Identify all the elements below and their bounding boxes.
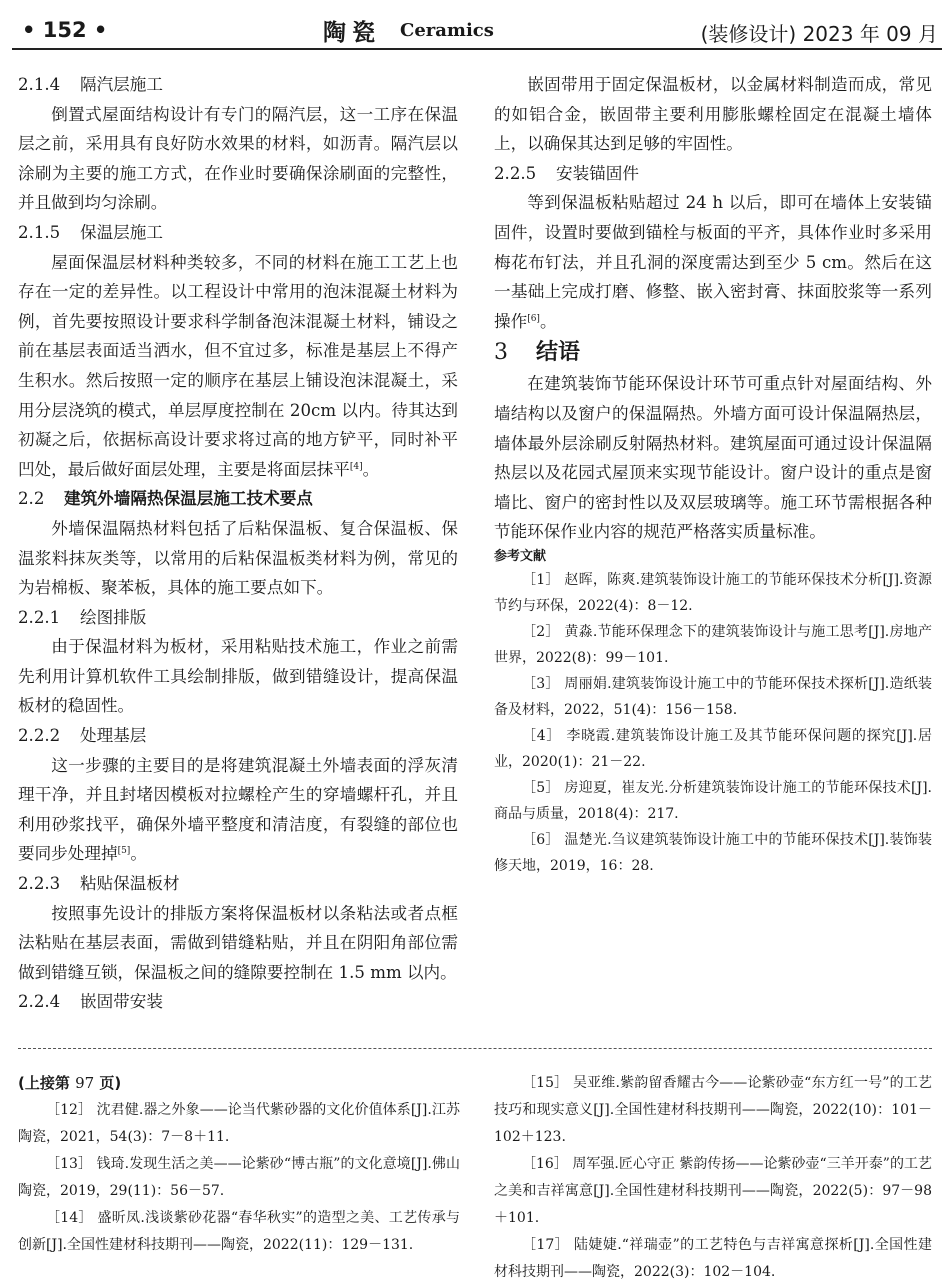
reference-item: ［17］ 陆婕婕.“祥瑞壶”的工艺特色与吉祥寓意探析[J].全国性建材科技期刊——陶瓷，2022(3)：102－104. bbox=[494, 1237, 932, 1280]
heading-2-2-1: 2.2.1 绘图排版 bbox=[18, 607, 147, 627]
issue-info: (装修设计) 2023 年 09 月 bbox=[700, 22, 938, 46]
page-header bbox=[0, 0, 950, 50]
citation: [5] bbox=[117, 846, 131, 857]
paragraph: 嵌固带用于固定保温板材，以金属材料制造而成，常见的如铝合金，嵌固带主要利用膨胀螺栓固定在混凝土墙体上，以确保其达到足够的牢固性。 bbox=[494, 75, 932, 154]
reference-list bbox=[494, 567, 932, 879]
reference-item: ［5］ 房迎夏，崔友光.分析建筑装饰设计施工的节能环保技术[J].商品与质量，2018(4)：217. bbox=[494, 779, 932, 822]
reference-item: ［15］ 吴亚维.紫韵留香耀古今——论紫砂壶“东方红一号”的工艺技巧和现实意义[J].全国性建材科技期刊——陶瓷，2022(10)：101－102＋123. bbox=[494, 1075, 932, 1145]
heading-2-2-4: 2.2.4 嵌固带安装 bbox=[18, 992, 163, 1012]
paragraph: 在建筑装饰节能环保设计环节可重点针对屋面结构、外墙结构以及窗户的保温隔热。外墙方面可设计保温隔热层，墙体最外层涂刷反射隔热材料。建筑屋面可通过设计保温隔热层以及花园式屋顶来实现节能设计。窗户设计的重点是窗墙比、窗户的密封性以及双层玻璃等。施工环节需根据各种节能环保作业内容的规范严格落实质量标准。 bbox=[494, 374, 932, 542]
paragraph: 倒置式屋面结构设计有专门的隔汽层，这一工序在保温层之前，采用具有良好防水效果的材料，如沥青。隔汽层以涂刷为主要的施工方式，在作业时要确保涂刷面的完整性，并且做到均匀涂刷。 bbox=[18, 104, 458, 213]
header-rule bbox=[12, 48, 942, 50]
journal-name-en: Ceramics bbox=[400, 20, 494, 41]
reference-item: ［12］ 沈君健.器之外象——论当代紫砂器的文化价值体系[J].江苏陶瓷，2021，54(3)：7－8＋11. bbox=[18, 1102, 460, 1145]
reference-item: ［1］ 赵晖，陈爽.建筑装饰设计施工的节能环保技术分析[J].资源节约与环保，2022(4)：8－12. bbox=[494, 571, 932, 614]
reference-item: ［14］ 盛昕凤.浅谈紫砂花器“春华秋实”的造型之美、工艺传承与创新[J].全国性建材科技期刊——陶瓷，2022(11)：129－131. bbox=[18, 1210, 460, 1253]
left-column bbox=[18, 70, 458, 1017]
continued-from-label: (上接第 97 页) bbox=[18, 1074, 122, 1092]
reference-item: ［16］ 周军强.匠心守正 紫韵传扬——论紫砂壶“三羊开泰”的工艺之美和吉祥寓意[J].全国性建材科技期刊——陶瓷，2022(5)：97－98＋101. bbox=[494, 1156, 932, 1226]
heading-2-2-2: 2.2.2 处理基层 bbox=[18, 726, 147, 746]
reference-item: ［6］ 温楚光.刍议建筑装饰设计施工中的节能环保技术[J].装饰装修天地，2019，16：28. bbox=[494, 831, 932, 874]
heading-2-2: 2.2 建筑外墙隔热保温层施工技术要点 bbox=[18, 488, 313, 509]
heading-2-2-5: 2.2.5 安装锚固件 bbox=[494, 163, 639, 183]
heading-2-1-5: 2.1.5 保温层施工 bbox=[18, 222, 163, 242]
page-number: • 152 • bbox=[22, 18, 108, 42]
paragraph: 按照事先设计的排版方案将保温板材以条粘法或者点框法粘贴在基层表面，需做到错缝粘贴，并且在阴阳角部位需做到错缝互锁，保温板之间的缝隙要控制在 1.5 mm 以内。 bbox=[18, 903, 458, 982]
paragraph: 外墙保温隔热材料包括了后粘保温板、复合保温板、保温浆料抹灰类等，以常用的后粘保温板类材料为例，常见的为岩棉板、聚苯板，具体的施工要点如下。 bbox=[18, 518, 458, 598]
citation: [4] bbox=[349, 461, 363, 472]
heading-3-conclusion: 3 结语 bbox=[494, 339, 581, 366]
section-divider bbox=[18, 1048, 932, 1049]
paragraph: 由于保温材料为板材，采用粘贴技术施工，作业之前需先利用计算机软件工具绘制排版，做到错缝设计，提高保温板材的稳固性。 bbox=[18, 637, 458, 716]
heading-2-1-4: 2.1.4 隔汽层施工 bbox=[18, 75, 163, 94]
paragraph: 这一步骤的主要目的是将建筑混凝土外墙表面的浮灰清理干净，并且封堵因模板对拉螺栓产生的穿墙螺杆孔，并且利用砂浆找平，确保外墙平整度和清洁度，有裂缝的部位也要同步处理掉[5]。 bbox=[18, 755, 458, 864]
right-column bbox=[494, 70, 932, 879]
heading-2-2-3: 2.2.3 粘贴保温板材 bbox=[18, 874, 180, 894]
journal-name-cn: 陶瓷 bbox=[323, 19, 381, 46]
references-heading: 参考文献 bbox=[494, 548, 547, 564]
reference-item: ［4］ 李晓霞.建筑装饰设计施工及其节能环保问题的探究[J].居业，2020(1)：21－22. bbox=[494, 727, 932, 770]
continued-refs-left bbox=[18, 1070, 460, 1259]
reference-item: ［2］ 黄淼.节能环保理念下的建筑装饰设计与施工思考[J].房地产世界，2022(8)：99－101. bbox=[494, 623, 932, 666]
citation: [6] bbox=[527, 313, 540, 324]
reference-item: ［13］ 钱琦.发现生活之美——论紫砂“博古瓶”的文化意境[J].佛山陶瓷，2019，29(11)：56－57. bbox=[18, 1156, 460, 1199]
reference-item: ［3］ 周丽娟.建筑装饰设计施工中的节能环保技术探析[J].造纸装备及材料，2022，51(4)：156－158. bbox=[494, 675, 932, 718]
continued-refs-right bbox=[494, 1070, 932, 1286]
paragraph: 屋面保温层材料种类较多，不同的材料在施工工艺上也存在一定的差异性。以工程设计中常用的泡沫混凝土材料为例，首先要按照设计要求科学制备泡沫混凝土材料，铺设之前在基层表面适当洒水，但不宜过多，标准是基层上不得产生积水。然后按照一定的顺序在基层上铺设泡沫混凝土，采用分层浇筑的模式，单层厚度控制在 20cm 以内。待其达到初凝之后，依据标高设计要求将过高的地方铲平，同时补平凹处，最后做好面层处理，主要是将面层抹平[4]。 bbox=[18, 252, 458, 479]
paragraph: 等到保温板粘贴超过 24 h 以后，即可在墙体上安装锚固件，设置时要做到锚栓与板面的平齐，具体作业时多采用梅花布钉法，并且孔洞的深度需达到至少 5 cm。然后在这一基础上完成打磨、修整、嵌入密封膏、抹面胶浆等一系列操作[6]。 bbox=[494, 193, 932, 331]
